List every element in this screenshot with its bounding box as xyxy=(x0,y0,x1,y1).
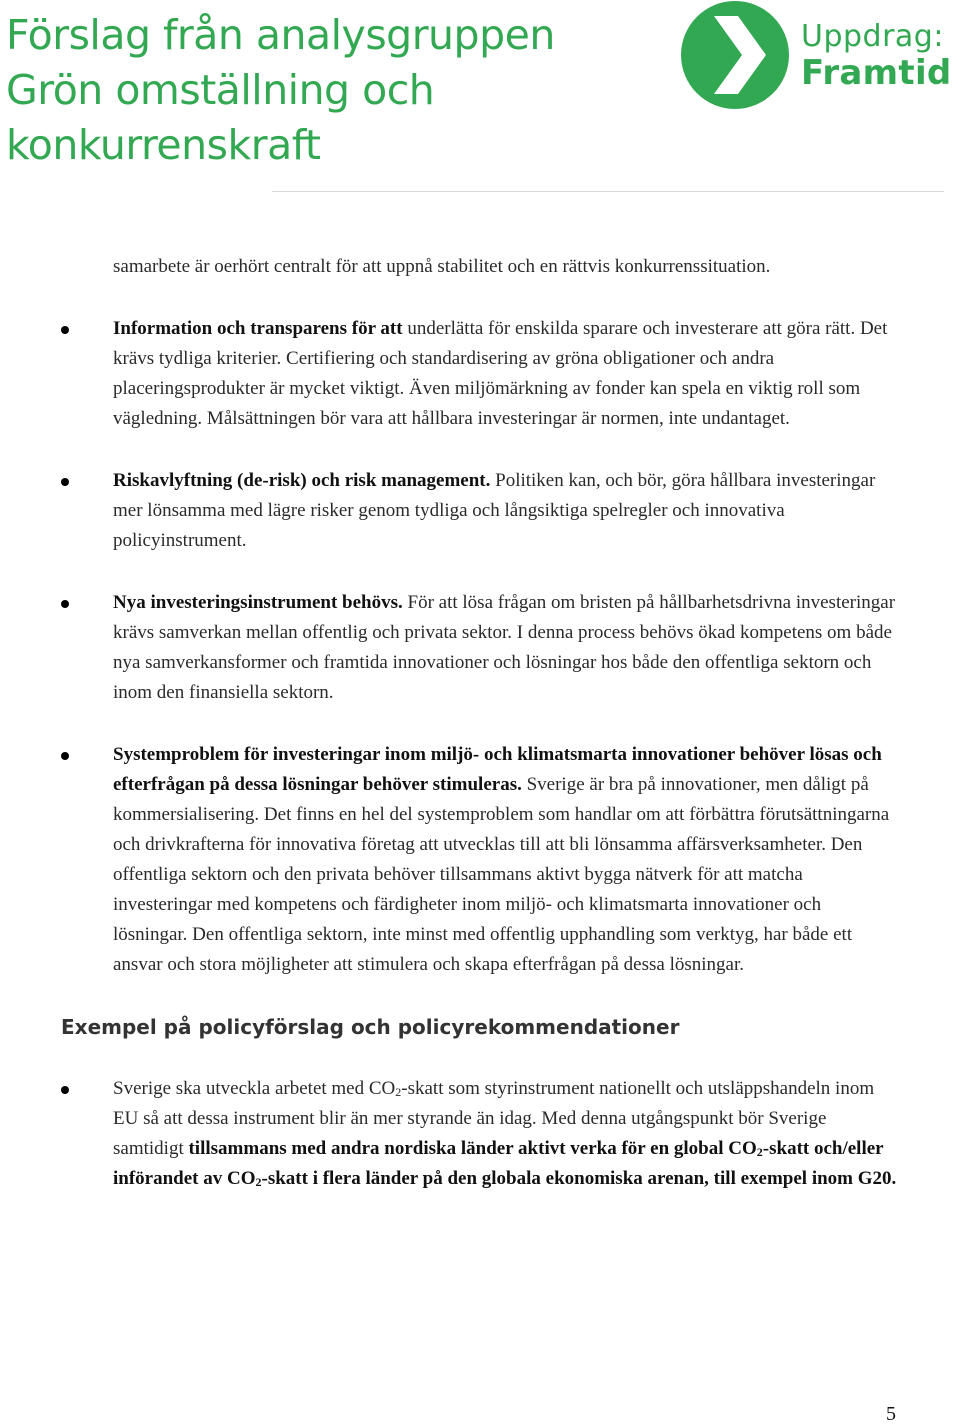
chevron-right-icon xyxy=(680,0,790,110)
title-line-2: Grön omställning och xyxy=(6,66,435,114)
item-text: Politiken kan, och bör, göra hållbara investeringar mer lönsamma med lägre risker genom tydliga och långsiktiga spelregler och innovativa policyinstrument. xyxy=(113,470,876,551)
list-item xyxy=(0,314,960,434)
page-title xyxy=(6,8,646,173)
item-lead: Riskavlyftning (de-risk) och risk management. xyxy=(113,470,491,491)
item-text: Sverige ska utveckla arbetet med CO xyxy=(113,1078,396,1099)
item-lead: Nya investeringsinstrument behövs. xyxy=(113,592,403,613)
bullet-icon xyxy=(61,478,69,486)
item-text: Sverige är bra på innovationer, men dåligt på kommersialisering. Det finns en hel del systemproblem som handlar om att förbättra förutsättningarna och drivkrafterna för innovativa företag att utvecklas till att bli lönsamma affärsverksamheter. Den offentliga sektorn och den privata behöver tillsammans aktivt bygga nätverk för att matcha investeringar med kompetens och färdigheter inom miljö- och klimatsmarta innovationer och lösningar. Den offentliga sektorn, inte minst med offentlig upphandling som verktyg, har både ett ansvar och stora möjligheter att stimulera och skapa efterfrågan på dessa lösningar. xyxy=(113,774,890,975)
page-number: 5 xyxy=(886,1403,896,1425)
item-text: -skatt som styrinstrument nationellt och utsläppshandeln inom EU så att dessa instrument blir än mer styrande än idag. Med denna utgångspunkt bör Sverige samtidigt xyxy=(113,1078,875,1159)
list-item xyxy=(0,1074,960,1194)
subscript: 2 xyxy=(756,1145,763,1159)
section-heading: Exempel på policyförslag och policyrekommendationer xyxy=(61,1015,680,1039)
title-line-1: Förslag från analysgruppen xyxy=(6,11,555,59)
document-body xyxy=(0,252,960,1194)
item-lead: Information och transparens för att xyxy=(113,318,403,339)
intro-paragraph: samarbete är oerhört centralt för att uppnå stabilitet och en rättvis konkurrenssituation. xyxy=(113,256,771,277)
subscript: 2 xyxy=(255,1175,262,1189)
item-text: underlätta för enskilda sparare och investerare att göra rätt. Det krävs tydliga kriterier. Certifiering och standardisering av gröna obligationer och andra placeringsprodukter är mycket viktigt. Även miljömärkning av fonder kan spela en viktig roll som vägledning. Målsättningen bör vara att hållbara investeringar är normen, inte undantaget. xyxy=(113,318,888,429)
subscript: 2 xyxy=(395,1085,402,1099)
item-bold-text: -skatt i flera länder på den globala ekonomiska arenan, till exempel inom G20. xyxy=(261,1168,897,1189)
logo-line-1: Uppdrag: xyxy=(801,19,944,54)
item-bold-text: -skatt och/eller införandet av CO xyxy=(113,1138,884,1189)
item-lead: Systemproblem för investeringar inom miljö- och klimatsmarta innovationer behöver lösas och efterfrågan på dessa lösningar behöver stimuleras. xyxy=(113,744,882,795)
bullet-icon xyxy=(61,326,69,334)
uppdrag-framtid-logo xyxy=(680,0,960,110)
header-divider xyxy=(272,191,944,192)
logo-line-2: Framtid xyxy=(801,53,952,93)
list-item xyxy=(0,740,960,980)
logo-wordmark xyxy=(801,20,952,92)
list-item xyxy=(0,588,960,708)
bullet-icon xyxy=(61,1086,69,1094)
item-bold-text: tillsammans med andra nordiska länder aktivt verka för en global CO xyxy=(188,1138,757,1159)
title-line-3: konkurrenskraft xyxy=(6,121,321,169)
item-text: För att lösa frågan om bristen på hållbarhetsdrivna investeringar krävs samverkan mellan offentlig och privata sektor. I denna process behövs ökad kompetens om både nya samverkansformer och framtida innovationer och lösningar hos både den offentliga sektorn och inom den finansiella sektorn. xyxy=(113,592,896,703)
list-item xyxy=(0,466,960,556)
bullet-icon xyxy=(61,600,69,608)
bullet-icon xyxy=(61,752,69,760)
